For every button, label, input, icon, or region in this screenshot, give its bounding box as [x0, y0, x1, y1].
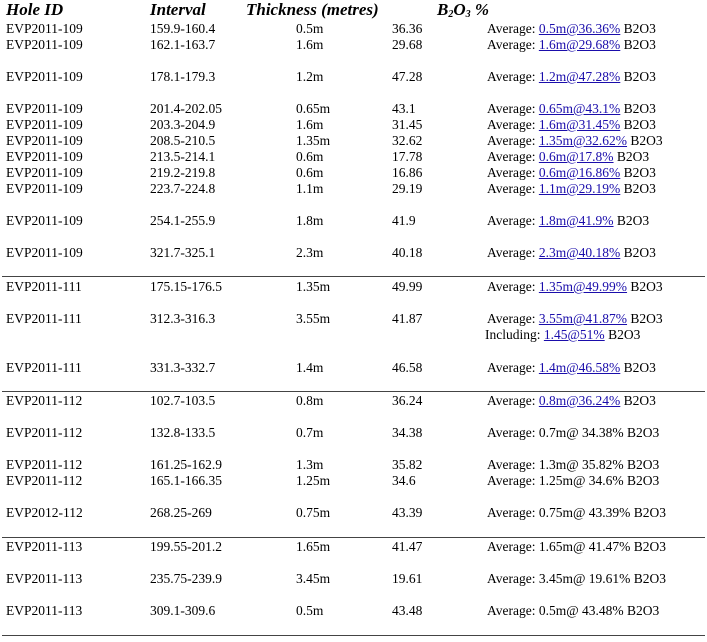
- thickness-cell: 1.4m: [296, 360, 324, 375]
- average-link[interactable]: 0.5m@36.36%: [538, 21, 621, 36]
- average-text: Average:: [487, 101, 539, 116]
- interval-cell: 268.25-269: [150, 505, 212, 520]
- average-cell: [487, 571, 666, 587]
- thickness-cell: 1.3m: [296, 457, 324, 472]
- b2o3-cell: 41.9: [392, 213, 416, 228]
- hole-id-cell: EVP2011-113: [6, 539, 83, 554]
- average-link[interactable]: 3.55m@41.87%: [538, 311, 628, 326]
- average-text: Average: 0.5m@ 43.48% B2O3: [487, 603, 660, 618]
- interval-cell: 223.7-224.8: [150, 181, 216, 196]
- interval-cell: 203.3-204.9: [150, 117, 216, 132]
- interval-cell: 219.2-219.8: [150, 165, 216, 180]
- b2o3-cell: 47.28: [392, 69, 423, 84]
- average-link[interactable]: 0.6m@16.86%: [538, 165, 621, 180]
- average-text: Average: 0.7m@ 34.38% B2O3: [487, 425, 660, 440]
- average-cell: [487, 117, 656, 133]
- average-suffix: B2O3: [613, 213, 650, 228]
- thickness-cell: 1.2m: [296, 69, 324, 84]
- average-link[interactable]: 1.4m@46.58%: [538, 360, 621, 375]
- average-suffix: B2O3: [620, 181, 656, 196]
- average-suffix: B2O3: [627, 279, 663, 294]
- average-text: Average:: [487, 393, 539, 408]
- average-suffix: B2O3: [627, 311, 663, 326]
- thickness-cell: 1.35m: [296, 279, 331, 294]
- average-text: Average:: [487, 133, 539, 148]
- average-suffix: B2O3: [627, 133, 663, 148]
- hole-id-cell: EVP2011-109: [6, 165, 83, 180]
- thickness-cell: 1.1m: [296, 181, 324, 196]
- b2o3-cell: 43.1: [392, 101, 416, 116]
- b2o3-cell: 29.68: [392, 37, 423, 52]
- average-link[interactable]: 1.1m@29.19%: [538, 181, 621, 196]
- average-cell: [487, 37, 656, 53]
- b2o3-cell: 16.86: [392, 165, 423, 180]
- average-link[interactable]: 1.6m@31.45%: [538, 117, 621, 132]
- header-thickness: Thickness (metres): [246, 0, 379, 19]
- b2o3-cell: 32.62: [392, 133, 423, 148]
- b2o3-cell: 31.45: [392, 117, 423, 132]
- average-cell: [487, 133, 663, 149]
- hole-id-cell: EVP2011-113: [6, 571, 83, 586]
- average-cell: [487, 603, 659, 619]
- interval-cell: 321.7-325.1: [150, 245, 216, 260]
- b2o3-cell: 17.78: [392, 149, 423, 164]
- b2o3-cell: 43.39: [392, 505, 423, 520]
- interval-cell: 213.5-214.1: [150, 149, 216, 164]
- separator-rule: [2, 391, 705, 392]
- thickness-cell: 0.5m: [296, 21, 324, 36]
- interval-cell: 254.1-255.9: [150, 213, 216, 228]
- hole-id-cell: EVP2011-109: [6, 101, 83, 116]
- average-link[interactable]: 1.35m@32.62%: [538, 133, 628, 148]
- average-suffix: B2O3: [620, 165, 656, 180]
- average-text: Average:: [487, 149, 539, 164]
- average-text: Average: 3.45m@ 19.61% B2O3: [487, 571, 667, 586]
- b2o3-cell: 36.24: [392, 393, 423, 408]
- thickness-cell: 3.55m: [296, 311, 331, 326]
- hole-id-cell: EVP2011-109: [6, 149, 83, 164]
- average-cell: [487, 360, 656, 376]
- b2o3-cell: 41.87: [392, 311, 423, 326]
- hole-id-cell: EVP2011-109: [6, 37, 83, 52]
- b2o3-cell: 36.36: [392, 21, 423, 36]
- hole-id-cell: EVP2011-109: [6, 69, 83, 84]
- average-text: Average:: [487, 117, 539, 132]
- hole-id-cell: EVP2012-112: [6, 505, 83, 520]
- thickness-cell: 3.45m: [296, 571, 331, 586]
- average-cell: [487, 181, 656, 197]
- hole-id-cell: EVP2011-109: [6, 133, 83, 148]
- interval-cell: 178.1-179.3: [150, 69, 216, 84]
- average-cell: [487, 393, 656, 409]
- separator-rule: [2, 276, 705, 277]
- thickness-cell: 0.6m: [296, 165, 324, 180]
- hole-id-cell: EVP2011-109: [6, 117, 83, 132]
- interval-cell: 132.8-133.5: [150, 425, 216, 440]
- average-cell: [487, 213, 649, 229]
- b2o3-cell: 29.19: [392, 181, 423, 196]
- thickness-cell: 1.35m: [296, 133, 331, 148]
- interval-cell: 161.25-162.9: [150, 457, 222, 472]
- average-text: Average:: [487, 69, 539, 84]
- average-cell: [487, 21, 656, 37]
- interval-cell: 102.7-103.5: [150, 393, 216, 408]
- separator-rule: [2, 537, 705, 538]
- average-cell: [487, 279, 663, 295]
- average-suffix: B2O3: [620, 37, 656, 52]
- b2o3-cell: 46.58: [392, 360, 423, 375]
- b2o3-cell: 43.48: [392, 603, 423, 618]
- thickness-cell: 0.8m: [296, 393, 324, 408]
- thickness-cell: 0.5m: [296, 603, 324, 618]
- interval-cell: 165.1-166.35: [150, 473, 222, 488]
- average-text: Average:: [487, 165, 539, 180]
- hole-id-cell: EVP2011-112: [6, 473, 83, 488]
- b2o3-cell: 35.82: [392, 457, 423, 472]
- interval-cell: 312.3-316.3: [150, 311, 216, 326]
- average-text: Average:: [487, 360, 539, 375]
- average-text: Average: 0.75m@ 43.39% B2O3: [487, 505, 667, 520]
- average-cell: [487, 505, 666, 521]
- hole-id-cell: EVP2011-113: [6, 603, 83, 618]
- interval-cell: 309.1-309.6: [150, 603, 216, 618]
- thickness-cell: 1.6m: [296, 117, 324, 132]
- thickness-cell: 0.6m: [296, 149, 324, 164]
- hole-id-cell: EVP2011-111: [6, 360, 82, 375]
- header-hole-id: Hole ID: [6, 0, 64, 19]
- thickness-cell: 0.65m: [296, 101, 331, 116]
- average-text: Average: 1.25m@ 34.6% B2O3: [487, 473, 660, 488]
- average-text: Average:: [487, 279, 539, 294]
- average-link[interactable]: 1.6m@29.68%: [538, 37, 621, 52]
- average-suffix: B2O3: [620, 393, 656, 408]
- thickness-cell: 1.65m: [296, 539, 331, 554]
- hole-id-cell: EVP2011-109: [6, 213, 83, 228]
- hole-id-cell: EVP2011-109: [6, 21, 83, 36]
- interval-cell: 235.75-239.9: [150, 571, 222, 586]
- including-note: Including: 1.45@51% B2O3: [485, 327, 641, 342]
- interval-cell: 201.4-202.05: [150, 101, 222, 116]
- average-text: Average:: [487, 245, 539, 260]
- hole-id-cell: EVP2011-112: [6, 457, 83, 472]
- b2o3-cell: 34.6: [392, 473, 416, 488]
- header-b2o3: $B_2O_3$ %: [437, 0, 490, 20]
- interval-cell: 159.9-160.4: [150, 21, 216, 36]
- hole-id-cell: EVP2011-109: [6, 245, 83, 260]
- average-cell: [487, 311, 663, 327]
- thickness-cell: 0.7m: [296, 425, 324, 440]
- hole-id-cell: EVP2011-112: [6, 425, 83, 440]
- including-link[interactable]: 1.45@51%: [543, 327, 605, 342]
- average-text: Average:: [487, 181, 539, 196]
- b2o3-cell: 41.47: [392, 539, 423, 554]
- thickness-cell: 1.25m: [296, 473, 331, 488]
- b2o3-cell: 49.99: [392, 279, 423, 294]
- hole-id-cell: EVP2011-111: [6, 279, 82, 294]
- average-text: Average:: [487, 21, 539, 36]
- average-link[interactable]: 1.35m@49.99%: [538, 279, 628, 294]
- average-link[interactable]: 0.8m@36.24%: [538, 393, 621, 408]
- average-suffix: B2O3: [620, 117, 656, 132]
- average-suffix: B2O3: [620, 360, 656, 375]
- average-link[interactable]: 0.65m@43.1%: [538, 101, 621, 116]
- interval-cell: 199.55-201.2: [150, 539, 222, 554]
- average-cell: [487, 69, 656, 85]
- average-text: Average:: [487, 213, 539, 228]
- average-suffix: B2O3: [620, 69, 656, 84]
- thickness-cell: 2.3m: [296, 245, 324, 260]
- header-interval: Interval: [150, 0, 206, 19]
- average-link[interactable]: 2.3m@40.18%: [538, 245, 621, 260]
- average-cell: [487, 245, 656, 261]
- average-text: Average: 1.65m@ 41.47% B2O3: [487, 539, 667, 554]
- average-text: Average:: [487, 37, 539, 52]
- b2o3-cell: 40.18: [392, 245, 423, 260]
- average-text: Average:: [487, 311, 539, 326]
- average-cell: [487, 149, 649, 165]
- average-link[interactable]: 1.2m@47.28%: [538, 69, 621, 84]
- average-cell: [487, 457, 659, 473]
- thickness-cell: 1.6m: [296, 37, 324, 52]
- interval-cell: 208.5-210.5: [150, 133, 216, 148]
- interval-cell: 162.1-163.7: [150, 37, 216, 52]
- thickness-cell: 1.8m: [296, 213, 324, 228]
- interval-cell: 331.3-332.7: [150, 360, 216, 375]
- hole-id-cell: EVP2011-109: [6, 181, 83, 196]
- average-cell: [487, 101, 656, 117]
- average-suffix: B2O3: [620, 101, 656, 116]
- separator-rule: [2, 635, 705, 636]
- hole-id-cell: EVP2011-111: [6, 311, 82, 326]
- average-suffix: B2O3: [620, 21, 656, 36]
- interval-cell: 175.15-176.5: [150, 279, 222, 294]
- average-cell: [487, 473, 659, 489]
- average-suffix: B2O3: [620, 245, 656, 260]
- average-link[interactable]: 0.6m@17.8%: [538, 149, 614, 164]
- average-link[interactable]: 1.8m@41.9%: [538, 213, 614, 228]
- b2o3-cell: 34.38: [392, 425, 423, 440]
- average-cell: [487, 425, 659, 441]
- thickness-cell: 0.75m: [296, 505, 331, 520]
- average-cell: [487, 165, 656, 181]
- hole-id-cell: EVP2011-112: [6, 393, 83, 408]
- b2o3-cell: 19.61: [392, 571, 423, 586]
- average-suffix: B2O3: [613, 149, 650, 164]
- average-cell: [487, 539, 666, 555]
- average-text: Average: 1.3m@ 35.82% B2O3: [487, 457, 660, 472]
